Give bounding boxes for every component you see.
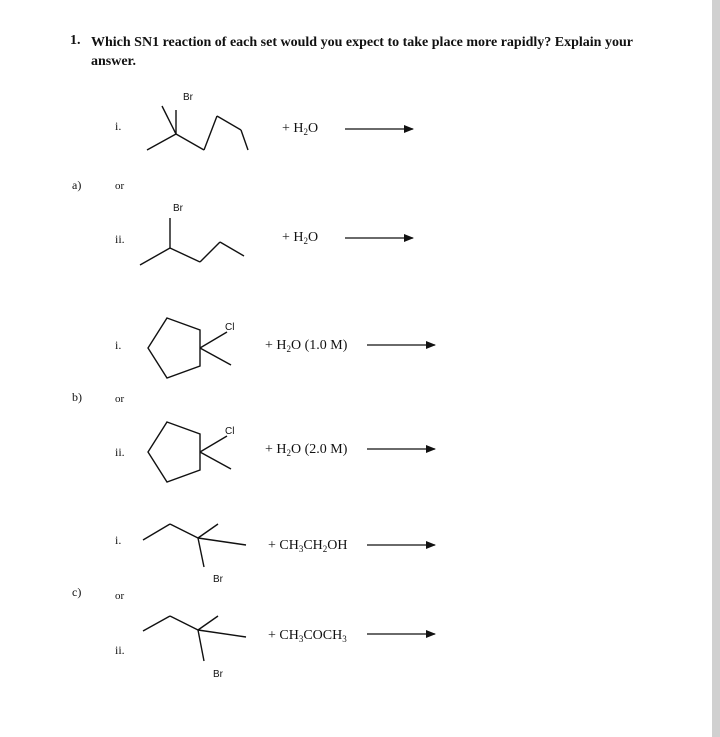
part-b-ii-atom-label: Cl <box>225 426 235 437</box>
part-a-reagent-ii: + $H_2O$ <box>282 230 319 246</box>
part-c-ii-atom-label: Br <box>213 669 223 680</box>
part-c-option-i-label: i. <box>115 533 122 547</box>
part-b-option-i-label: i. <box>115 338 122 352</box>
part-b-molecule-ii <box>148 422 231 482</box>
part-b-reagent-i: + $H_2O$ (1.0 M) <box>265 338 348 354</box>
part-c-label: c) <box>72 585 82 599</box>
part-c-or: or <box>115 590 125 602</box>
part-a-ii-atom-label: Br <box>173 203 183 214</box>
part-c-i-atom-label: Br <box>213 574 223 585</box>
question-number: 1. <box>70 33 81 48</box>
part-c-molecule-i <box>143 524 246 567</box>
part-b-reagent-ii: + $H_2O$ (2.0 M) <box>265 442 348 458</box>
part-b-label: b) <box>72 390 82 404</box>
part-b-option-ii-label: ii. <box>115 445 125 459</box>
part-a-i-atom-label: Br <box>183 92 193 103</box>
part-b-or: or <box>115 393 125 405</box>
part-a-option-i-label: i. <box>115 119 122 133</box>
part-a-reagent-i: + $H_2O$ <box>282 121 319 137</box>
part-a-label: a) <box>72 178 82 192</box>
part-a-molecule-i <box>147 106 248 150</box>
part-b-i-atom-label: Cl <box>225 322 235 333</box>
part-a-molecule-ii <box>140 218 244 265</box>
part-c-option-ii-label: ii. <box>115 643 125 657</box>
question-text: Which SN1 reaction of each set would you expect to take place more rapidly? Explain your answer. <box>91 35 633 69</box>
part-c-reagent-ii: + $CH_3COCH_3$ <box>268 628 347 644</box>
part-c-molecule-ii <box>143 616 246 661</box>
part-a-or: or <box>115 180 125 192</box>
part-c-reagent-i: + $CH_3CH_2OH$ <box>268 538 348 554</box>
part-a-option-ii-label: ii. <box>115 232 125 246</box>
part-b-molecule-i <box>148 318 231 378</box>
